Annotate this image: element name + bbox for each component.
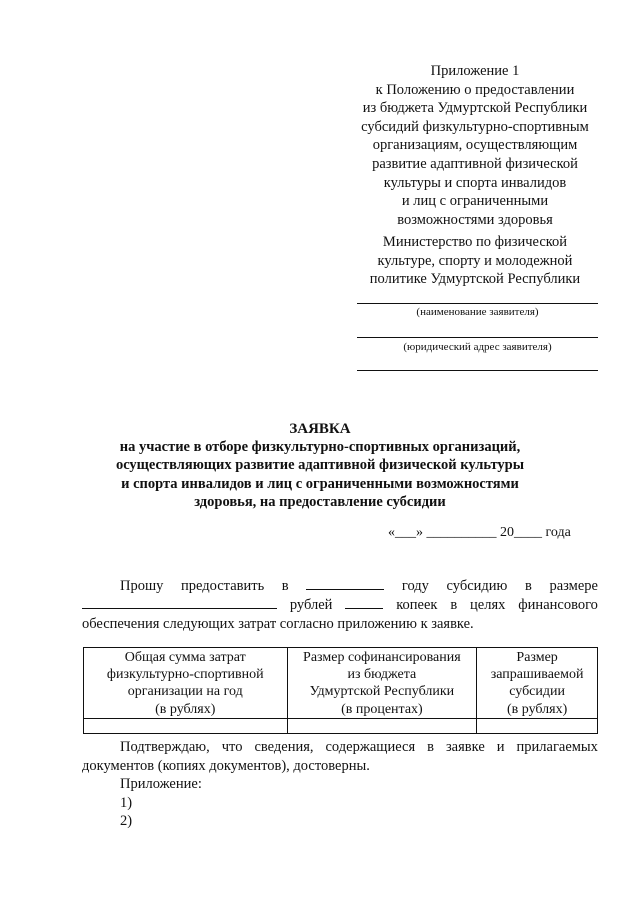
kopecks-blank[interactable] [345,596,383,609]
table-cell-cofinancing[interactable] [287,718,477,733]
request-word: целях [470,597,506,613]
request-word: предоставить [181,578,265,594]
addressee-line: Министерство по физической [382,234,568,250]
confirm-word: Подтверждаю, [120,739,210,755]
request-word: году [401,578,429,594]
confirm-word: содержащиеся [325,739,416,755]
attachment-item: 2) [120,813,133,829]
table-cell-requested[interactable] [477,718,598,733]
table-header-cell: Размер софинансирования из бюджета Удмуртской Республики (в процентах) [287,648,477,719]
applicant-address-caption: (юридический адрес заявителя) [403,341,552,353]
applicant-name-caption: (наименование заявителя) [416,306,539,318]
confirm-line-2: документов (копиях документов), достоверны. [82,758,370,774]
confirm-word: что [221,739,243,755]
appendix-line: субсидий физкультурно-спортивным [361,118,589,135]
table-header-cell: Общая сумма затрат физкультурно-спортивной организации на год (в рублях) [84,648,288,719]
confirm-line-1 [120,738,598,757]
addressee-line: политике Удмуртской Республики [369,271,581,288]
request-word: размере [549,578,598,594]
request-word: рублей [289,597,333,613]
attachments-label: Приложение: [120,776,202,792]
request-line-2 [82,596,598,615]
request-word: субсидию [446,578,508,594]
appendix-line: из бюджета Удмуртской Республики [362,100,588,117]
confirm-word: в [427,739,434,755]
appendix-block [340,62,610,229]
appendix-line: развитие адаптивной физической [372,155,578,172]
title-line: здоровья, на предоставление субсидии [194,493,446,510]
confirm-word: сведения, [254,739,314,755]
table-row [84,718,598,733]
table-cell-total[interactable] [84,718,288,733]
applicant-extra-line[interactable] [357,370,598,371]
title-heading: ЗАЯВКА [289,421,351,437]
confirm-word: и [496,739,505,755]
document-title [60,420,580,511]
table-header-cell: Размер запрашиваемой субсидии (в рублях) [477,648,598,719]
appendix-line: возможностями здоровья [397,211,553,228]
addressee-block [340,233,610,289]
appendix-line: Приложение 1 [430,63,520,79]
appendix-line: к Положению о предоставлении [375,81,575,98]
request-word: в [525,578,532,594]
confirm-word: заявке [445,739,485,755]
applicant-address-line[interactable] [357,337,598,338]
year-blank[interactable] [306,577,384,590]
request-word: в [281,578,289,594]
date-line[interactable]: «___» __________ 20____ года [388,525,571,540]
subsidy-table [83,647,598,734]
rubles-blank[interactable] [82,596,277,609]
table-header-row [84,648,598,719]
request-word: финансового [518,597,598,613]
confirm-word: прилагаемых [516,739,598,755]
appendix-line: культуры и спорта инвалидов [383,174,567,191]
request-line-1 [120,577,598,596]
appendix-line: организациям, осуществляющим [372,137,578,154]
title-line: и спорта инвалидов и лиц с ограниченными возможностями [121,475,519,492]
title-line: осуществляющих развитие адаптивной физической культуры [115,457,525,474]
appendix-line: и лиц с ограниченными [401,193,549,210]
applicant-name-line[interactable] [357,303,598,304]
request-line-3: обеспечения следующих затрат согласно приложению к заявке. [82,616,474,632]
addressee-line: культуре, спорту и молодежной [377,252,573,269]
request-word: копеек [396,597,438,613]
attachment-item: 1) [120,795,133,811]
request-word: Прошу [120,578,164,594]
request-word: в [450,597,458,613]
title-line: на участие в отборе физкультурно-спортивных организаций, [119,439,521,456]
